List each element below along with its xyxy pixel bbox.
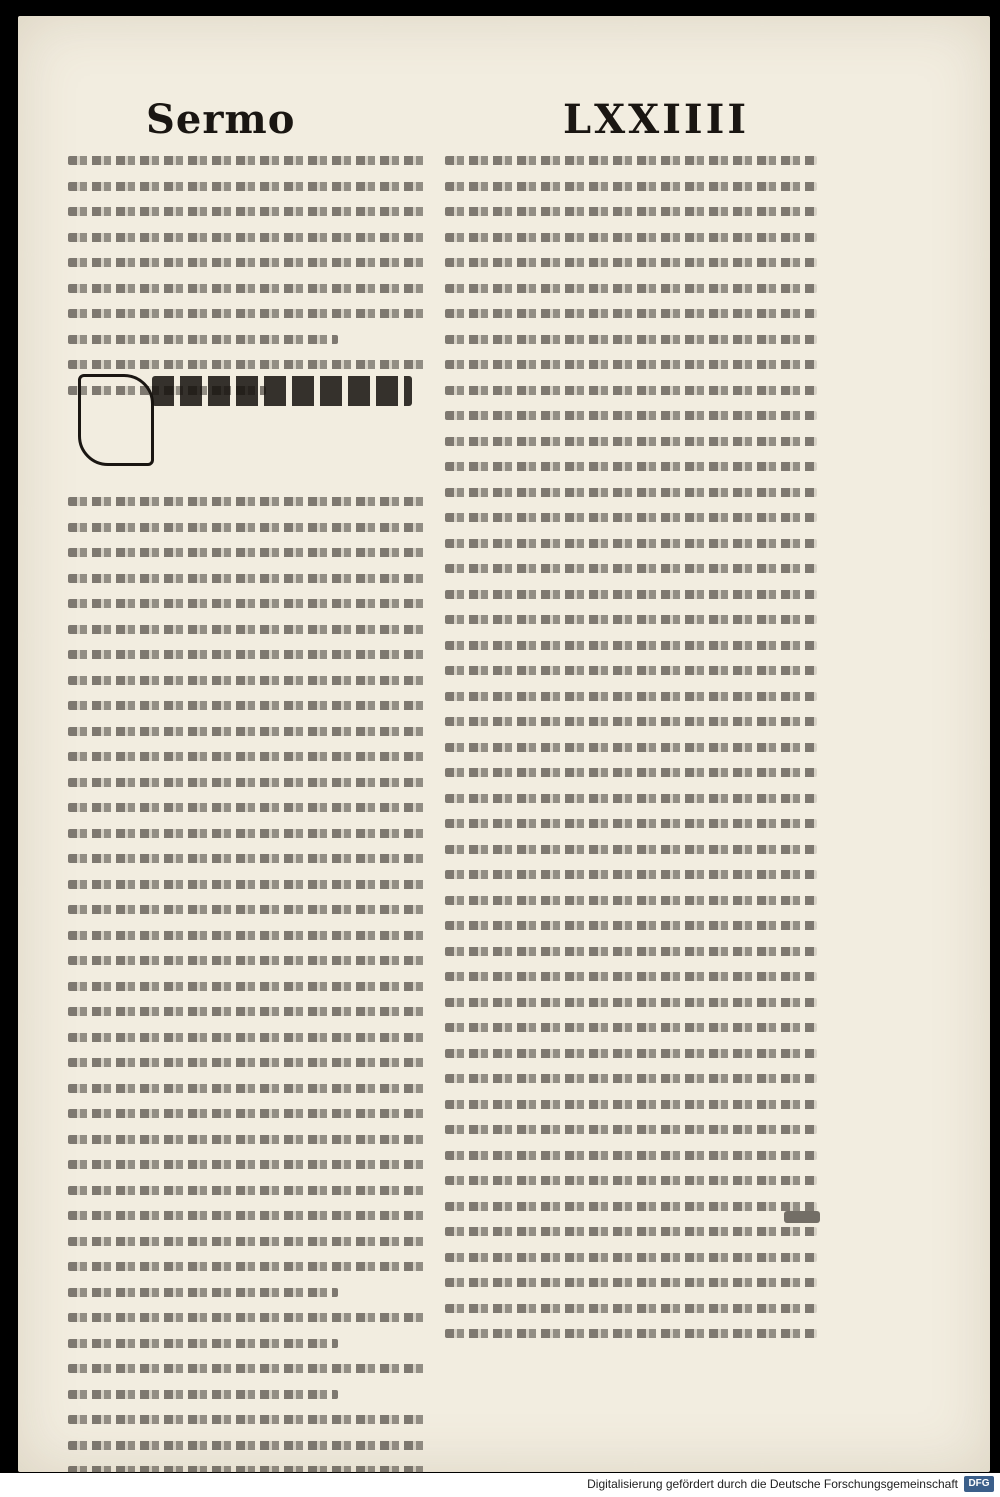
footer-banner (0, 1473, 1000, 1497)
left-column-text (68, 156, 428, 1497)
signature-mark (784, 1211, 820, 1223)
folio-number: LXXIIII (563, 96, 750, 143)
footer-credit: Digitalisierung gefördert durch die Deutsche Forschungsgemeinschaft (587, 1477, 958, 1491)
section-heading (152, 376, 412, 406)
decorated-initial (78, 374, 154, 466)
right-column-text (445, 156, 817, 1338)
book-page (18, 16, 990, 1472)
dfg-logo: DFG (964, 1476, 994, 1492)
header-title: Sermo (146, 96, 296, 143)
left-column (68, 156, 428, 1497)
right-column (445, 156, 817, 1355)
